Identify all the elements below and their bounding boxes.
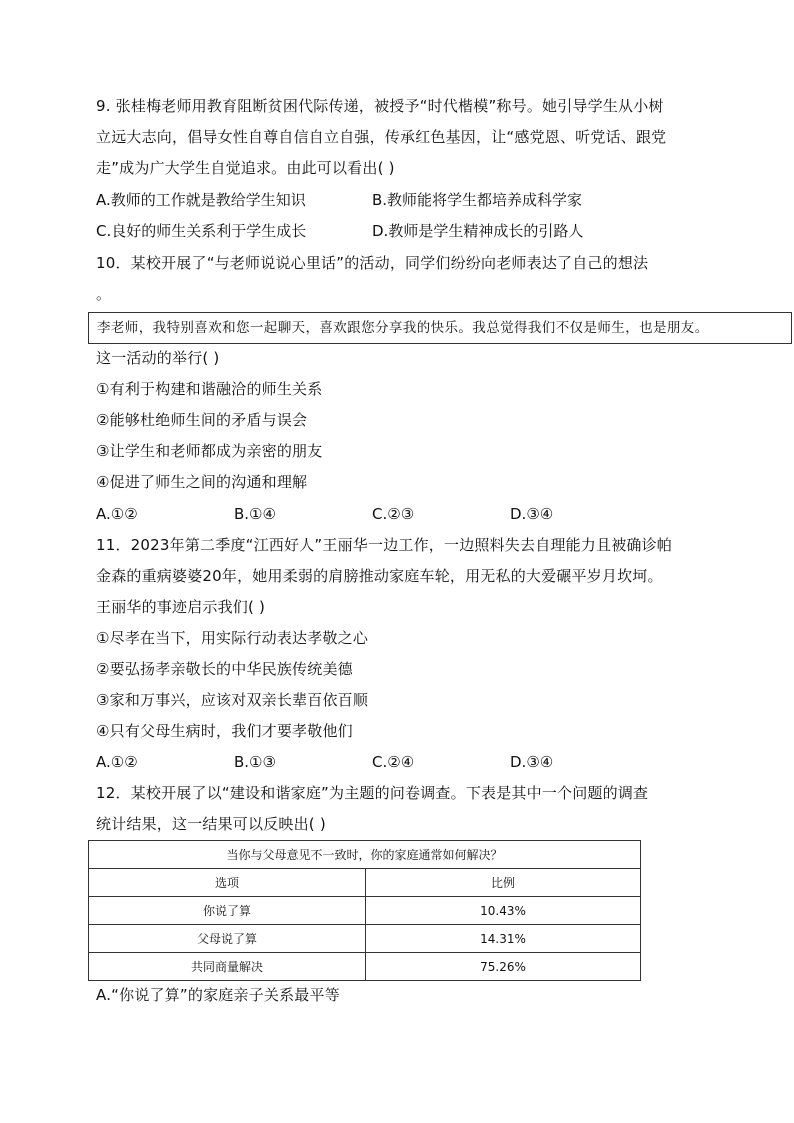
q12-line-1: 12．某校开展了以“建设和谐家庭”为主题的问卷调查。下表是其中一个问题的调查 — [96, 784, 649, 802]
q12-line-2: 统计结果，这一结果可以反映出( ) — [96, 815, 326, 833]
table-cell-option: 共同商量解决 — [89, 953, 366, 981]
table-cell-ratio: 14.31% — [366, 925, 641, 953]
q11-option-a: A.①② — [96, 753, 138, 771]
table-cell-ratio: 10.43% — [366, 897, 641, 925]
table-cell-option: 你说了算 — [89, 897, 366, 925]
table-header-option: 选项 — [89, 869, 366, 897]
q10-statement-1: ①有利于构建和谐融洽的师生关系 — [96, 380, 323, 398]
q9-line-3: 走”成为广大学生自觉追求。由此可以看出( ) — [96, 159, 395, 177]
q11-statement-1: ①尽孝在当下，用实际行动表达孝敬之心 — [96, 629, 369, 647]
q11-statement-3: ③家和万事兴，应该对双亲长辈百依百顺 — [96, 691, 369, 709]
q10-statement-4: ④促进了师生之间的沟通和理解 — [96, 473, 308, 491]
q11-option-b: B.①③ — [234, 753, 276, 771]
q11-line-3: 王丽华的事迹启示我们( ) — [96, 598, 266, 616]
q12-option-a: A.“你说了算”的家庭亲子关系最平等 — [96, 986, 340, 1004]
q10-statement-3: ③让学生和老师都成为亲密的朋友 — [96, 442, 323, 460]
q10-stem: 这一活动的举行( ) — [96, 349, 220, 367]
q11-option-c: C.②④ — [372, 753, 415, 771]
q10-option-d: D.③④ — [510, 505, 554, 523]
q11-line-1: 11．2023年第二季度“江西好人”王丽华一边工作，一边照料失去自理能力且被确诊帕 — [96, 536, 673, 554]
table-row — [89, 897, 641, 925]
table-header-ratio: 比例 — [366, 869, 641, 897]
q9-option-d: D.教师是学生精神成长的引路人 — [372, 222, 584, 240]
table-caption: 当你与父母意见不一致时，你的家庭通常如何解决？ — [89, 841, 641, 869]
q11-line-2: 金森的重病婆婆20年，她用柔弱的肩膀推动家庭车轮，用无私的大爱碾平岁月坎坷。 — [96, 567, 663, 585]
q11-statement-4: ④只有父母生病时，我们才要孝敬他们 — [96, 722, 353, 740]
q10-option-a: A.①② — [96, 505, 138, 523]
q11-statement-2: ②要弘扬孝亲敬长的中华民族传统美德 — [96, 660, 353, 678]
table-header-row — [89, 869, 641, 897]
q9-line-2: 立远大志向，倡导女性自尊自信自立自强，传承红色基因，让“感党恩、听党话、跟党 — [96, 128, 667, 146]
q10-quote-text: 李老师，我特别喜欢和您一起聊天，喜欢跟您分享我的快乐。我总觉得我们不仅是师生，也是朋友。 — [97, 320, 709, 336]
q10-statement-2: ②能够杜绝师生间的矛盾与误会 — [96, 411, 308, 429]
q10-quote-box — [88, 312, 792, 344]
q10-line-1: 10．某校开展了“与老师说说心里话”的活动，同学们纷纷向老师表达了自己的想法 — [96, 254, 649, 272]
table-caption-row — [89, 841, 641, 869]
q9-line-1: 9. 张桂梅老师用教育阻断贫困代际传递，被授予“时代楷模”称号。她引导学生从小树 — [96, 97, 664, 115]
q10-option-c: C.②③ — [372, 505, 415, 523]
q10-option-b: B.①④ — [234, 505, 276, 523]
table-row — [89, 925, 641, 953]
table-cell-option: 父母说了算 — [89, 925, 366, 953]
q11-option-d: D.③④ — [510, 753, 554, 771]
table-cell-ratio: 75.26% — [366, 953, 641, 981]
q12-survey-table — [88, 840, 641, 981]
q9-option-a: A.教师的工作就是教给学生知识 — [96, 191, 306, 209]
q9-option-c: C.良好的师生关系利于学生成长 — [96, 222, 307, 240]
q10-line-2: 。 — [96, 285, 112, 303]
q9-option-b: B.教师能将学生都培养成科学家 — [372, 191, 583, 209]
table-row — [89, 953, 641, 981]
